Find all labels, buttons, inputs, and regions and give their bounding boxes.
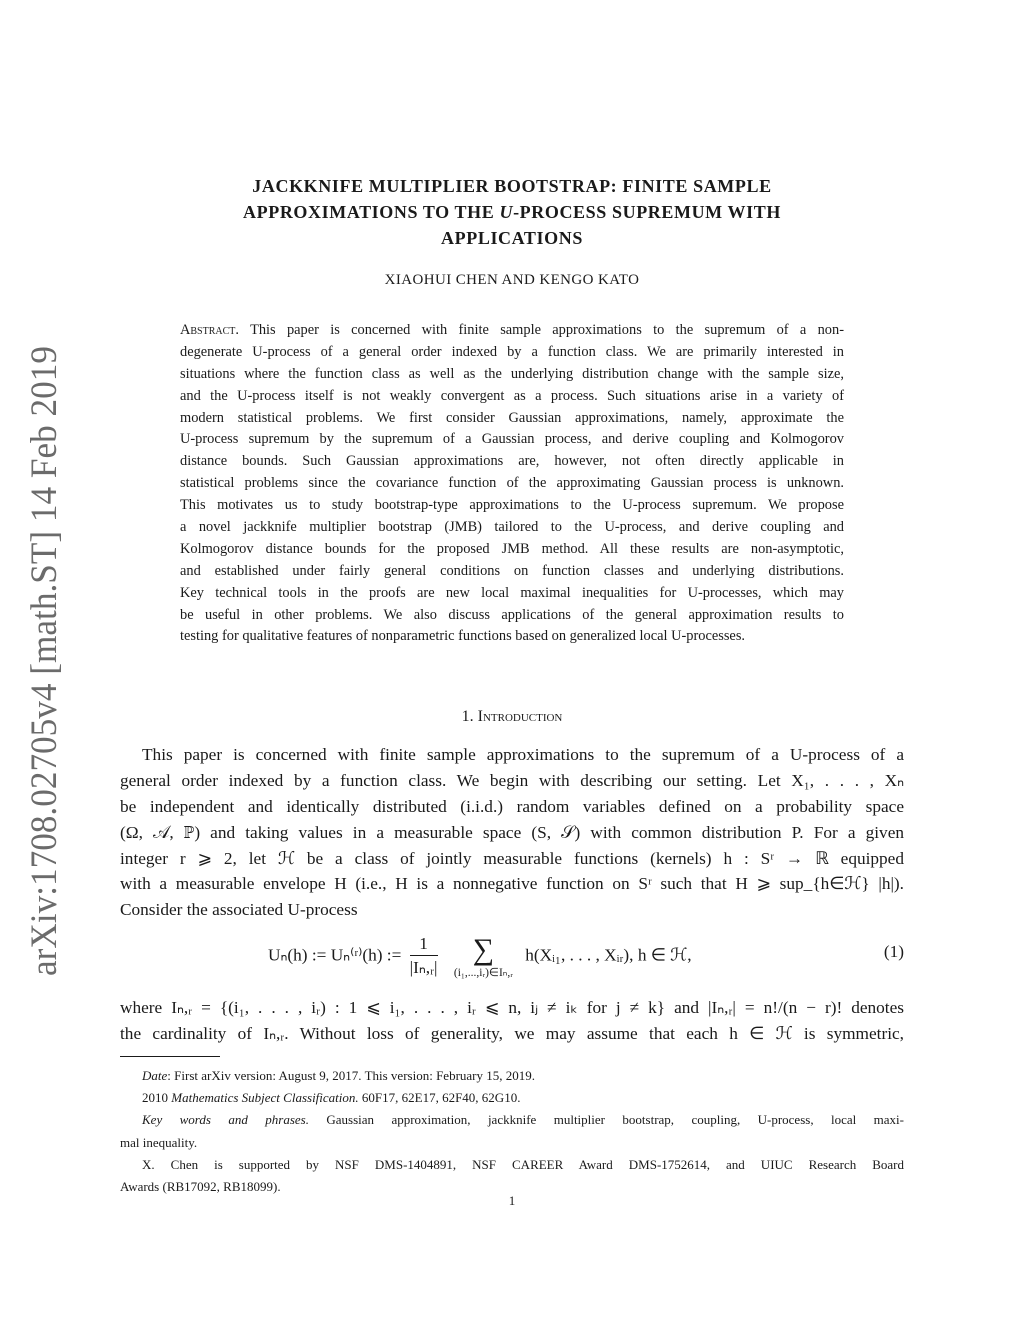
- equation-rhs: h(Xᵢ₁, . . . , Xᵢᵣ), h ∈ ℋ,: [525, 945, 692, 965]
- footnote-msc-text: 60F17, 62E17, 62F40, 62G10.: [358, 1090, 521, 1106]
- abstract-line: and established under fairly general conditions on function classes and underlying distributions.: [180, 562, 844, 579]
- section-title: Introduction: [477, 708, 563, 725]
- abstract-line: U-process supremum by the supremum of a Gaussian process, and derive coupling and Kolmogorov: [180, 431, 844, 448]
- abstract-line: testing for qualitative features of nonparametric functions based on generalized local U-processes.: [180, 628, 746, 645]
- title-line-2: [170, 199, 854, 225]
- title-line-2-pre: APPROXIMATIONS TO THE: [243, 202, 500, 222]
- body-line: (Ω, 𝒜, ℙ) and taking values in a measurable space (S, 𝒮) with common distribution P. For a given: [120, 822, 904, 842]
- equation-fraction: [410, 933, 438, 980]
- arxiv-stamp-text: arXiv:1708.02705v4 [math.ST] 14 Feb 2019: [24, 340, 65, 976]
- abstract-line: situations where the function class as well as the underlying distribution change with the sample size,: [180, 365, 844, 382]
- footnote-msc-prefix: 2010: [142, 1090, 172, 1106]
- footnotes: [120, 1065, 904, 1198]
- footnote-rule: [120, 1056, 220, 1057]
- sum-subscript: (i₁,...,iᵣ)∈Iₙ,ᵣ: [453, 966, 513, 979]
- page-number: 1: [508, 1193, 516, 1208]
- abstract-line: degenerate U-process of a general order indexed by a function class. We are primarily interested in: [180, 343, 844, 360]
- section-heading: [170, 708, 854, 726]
- equation-1: [120, 925, 904, 995]
- section-number: 1.: [461, 708, 474, 725]
- abstract-line: a novel jackknife multiplier bootstrap (JMB) tailored to the U-process, and derive coupling and: [180, 519, 844, 536]
- title-line-1: JACKKNIFE MULTIPLIER BOOTSTRAP: FINITE SAMPLE: [252, 176, 772, 196]
- equation-body: [268, 933, 692, 980]
- body-line: general order indexed by a function class. We begin with describing our setting. Let X₁, . . . , Xₙ: [120, 770, 904, 790]
- footnote-keywords-text: Gaussian approximation, jackknife multiplier bootstrap, coupling, U-process, local maxi-: [308, 1112, 904, 1128]
- equation-number: (1): [883, 942, 904, 961]
- sum-symbol: ∑: [472, 932, 495, 966]
- intro-paragraph: [120, 742, 904, 923]
- abstract-line: and the U-process itself is not weakly convergent as a process. Such situations arise in a variety of: [180, 387, 844, 404]
- abstract: [180, 320, 844, 648]
- footnote-date-text: : First arXiv version: August 9, 2017. This version: February 15, 2019.: [167, 1068, 535, 1083]
- equation-sum: [454, 934, 513, 980]
- footnote-grant: X. Chen is supported by NSF DMS-1404891, NSF CAREER Award DMS-1752614, and UIUC Research Board: [142, 1156, 904, 1172]
- abstract-line: This motivates us to study bootstrap-type approximations to the U-process supremum. We propose: [180, 497, 844, 514]
- abstract-label: Abstract.: [180, 322, 239, 338]
- footnote-keywords-label: Key words and phrases.: [142, 1112, 309, 1128]
- authors: XIAOHUI CHEN AND KENGO KATO: [384, 272, 640, 288]
- footnote-date: [120, 1065, 904, 1087]
- body-line: where Iₙ,ᵣ = {(i₁, . . . , iᵣ) : 1 ⩽ i₁, . . . , iᵣ ⩽ n, iⱼ ≠ iₖ for j ≠ k} and |Iₙ,ᵣ| = n!/(n − r)! denotes: [120, 998, 904, 1017]
- body-line: be independent and identically distributed (i.i.d.) random variables defined on a probability space: [120, 796, 904, 816]
- body-line: with a measurable envelope H (i.e., H is a nonnegative function on Sʳ such that H ⩾ sup_{h∈ℋ} |h|).: [120, 874, 904, 894]
- abstract-line: statistical problems since the covariance function of the approximating Gaussian process is unknown.: [180, 475, 844, 492]
- arxiv-stamp: [12, 340, 72, 980]
- footnote-grant-cont: Awards (RB17092, RB18099).: [120, 1178, 281, 1194]
- title-line-2-u: U: [499, 202, 514, 222]
- abstract-text: This paper is concerned with finite sample approximations to the supremum of a non-: [250, 322, 844, 338]
- body-line: integer r ⩾ 2, let ℋ be a class of jointly measurable functions (kernels) h : Sʳ → ℝ equipped: [120, 848, 904, 868]
- paper-title: [170, 173, 854, 251]
- footnote-msc-label: Mathematics Subject Classification.: [171, 1090, 359, 1106]
- footnote-keywords: [120, 1109, 904, 1131]
- abstract-line: distance bounds. Such Gaussian approximations are, however, not often directly applicable in: [180, 453, 844, 470]
- body-line: the cardinality of Iₙ,ᵣ. Without loss of generality, we may assume that each h ∈ ℋ is symmetric,: [120, 1023, 904, 1043]
- abstract-line: Kolmogorov distance bounds for the proposed JMB method. All these results are non-asymptotic,: [180, 540, 844, 557]
- footnote-keywords-cont: mal inequality.: [120, 1134, 198, 1150]
- fraction-numerator: 1: [410, 933, 438, 956]
- fraction-denominator: |Iₙ,ᵣ|: [409, 958, 438, 977]
- title-line-2-post: -PROCESS SUPREMUM WITH: [513, 202, 781, 222]
- abstract-line: Key technical tools in the proofs are new local maximal inequalities for U-processes, which may: [180, 584, 844, 601]
- title-line-3: APPLICATIONS: [441, 228, 583, 248]
- equation-lhs: Uₙ(h) := Uₙ⁽ʳ⁾(h) :=: [268, 945, 402, 965]
- footnote-date-label: Date: [142, 1068, 168, 1083]
- body-line: Consider the associated U-process: [120, 900, 358, 920]
- footnote-msc: [120, 1087, 904, 1109]
- abstract-line: be useful in other problems. We also discuss applications of the general approximation results to: [180, 606, 844, 623]
- body-line: This paper is concerned with finite sample approximations to the supremum of a U-process of a: [142, 745, 904, 764]
- abstract-line: modern statistical problems. We first consider Gaussian approximations, namely, approximate the: [180, 409, 844, 426]
- post-equation-text: [120, 995, 904, 1047]
- abstract-line: [180, 320, 844, 342]
